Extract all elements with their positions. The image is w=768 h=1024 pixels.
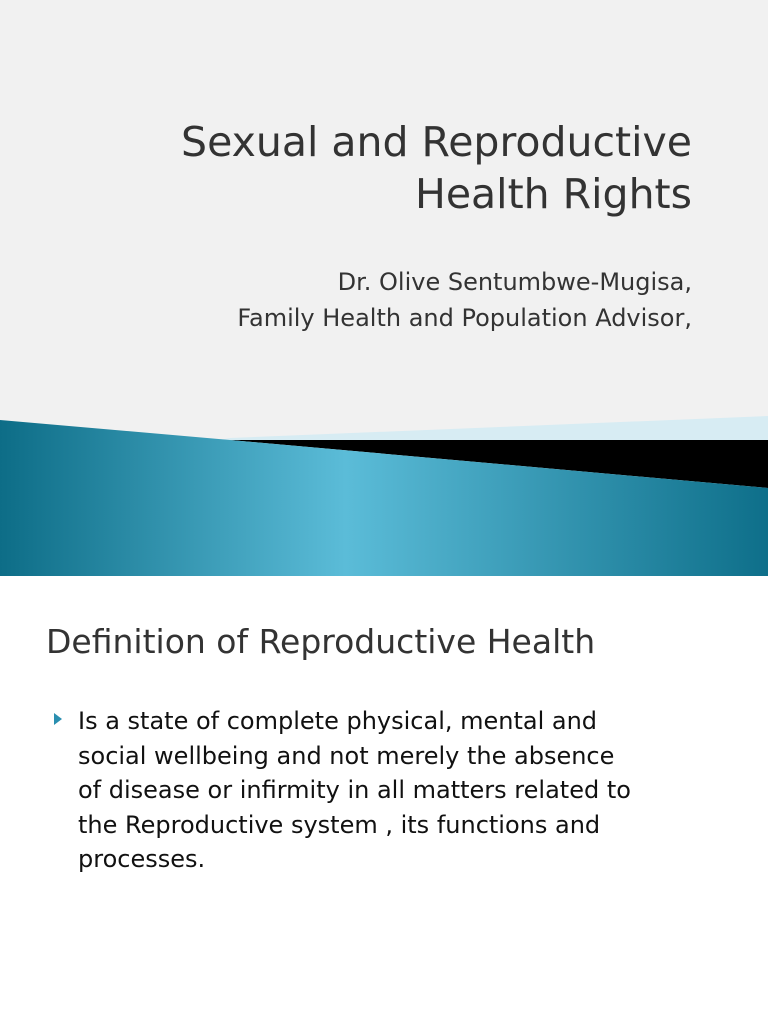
subtitle-line-2: Family Health and Population Advisor, <box>237 304 692 332</box>
bullet-line-5: processes. <box>78 845 206 873</box>
slide-title <box>52 116 692 220</box>
title-line-2: Health Rights <box>415 170 692 218</box>
bullet-line-3: of disease or infirmity in all matters related to <box>78 776 631 804</box>
decorative-banner <box>0 410 768 576</box>
banner-pale-stripe <box>220 416 768 440</box>
definition-slide <box>0 576 768 1024</box>
subtitle-line-1: Dr. Olive Sentumbwe-Mugisa, <box>337 268 692 296</box>
bullet-line-1: Is a state of complete physical, mental and <box>78 707 598 735</box>
slide-subtitle <box>52 264 692 336</box>
bullet-line-2: social wellbeing and not merely the absence <box>78 741 615 770</box>
title-line-1: Sexual and Reproductive <box>181 118 692 166</box>
bullet-line-4: the Reproductive system , its functions and <box>78 810 601 839</box>
triangle-bullet-icon <box>52 712 64 726</box>
bullet-text <box>78 704 732 877</box>
slide-heading: Definition of Reproductive Health <box>46 622 596 661</box>
